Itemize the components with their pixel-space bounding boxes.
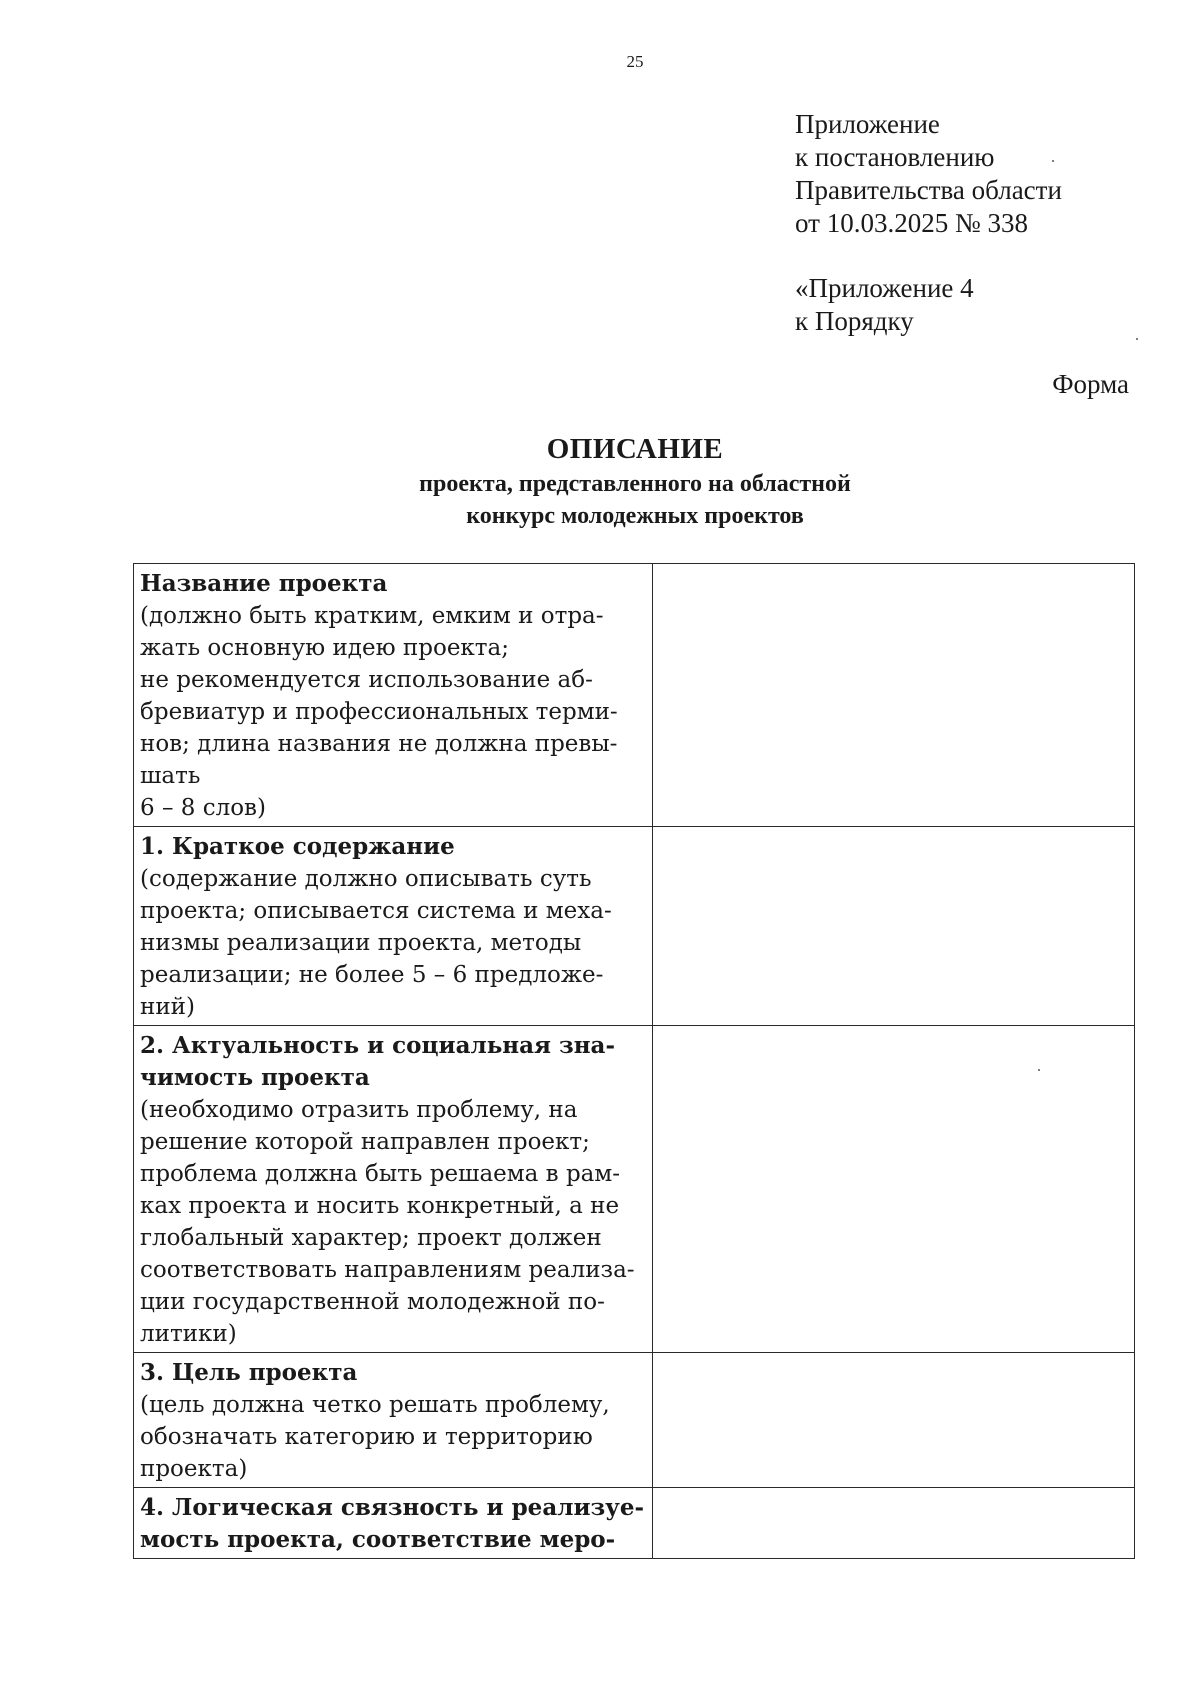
row-description-line: проекта): [140, 1456, 248, 1482]
row-description-line: шать: [140, 763, 201, 789]
row-label-cell: [134, 1353, 653, 1488]
appendix-line: от 10.03.2025 № 338: [795, 208, 1028, 238]
scan-speck: [1052, 160, 1054, 162]
table-row-summary: [134, 827, 1135, 1026]
row-description-line: низмы реализации проекта, методы: [140, 930, 582, 956]
row-description-line: проблема должна быть решаема в рам-: [140, 1161, 621, 1187]
row-description-line: не рекомендуется использование аб-: [140, 667, 593, 693]
row-title: Название проекта: [140, 570, 388, 597]
row-description-line: литики): [140, 1321, 237, 1347]
table-row-project-name: [134, 564, 1135, 827]
row-description-line: (содержание должно описывать суть: [140, 866, 592, 892]
row-description-line: проекта; описывается система и меха-: [140, 898, 612, 924]
table-row-relevance: [134, 1026, 1135, 1353]
row-label-cell: [134, 827, 653, 1026]
row-description-line: жать основную идею проекта;: [140, 635, 509, 661]
table-row-logical-coherence: [134, 1488, 1135, 1559]
row-description-line: бревиатур и профессиональных терми-: [140, 699, 618, 725]
row-value-cell[interactable]: [653, 827, 1135, 1026]
document-title-main: ОПИСАНИЕ: [546, 433, 724, 465]
row-title: мость проекта, соответствие меро-: [140, 1526, 616, 1553]
row-label-cell: [134, 1026, 653, 1353]
project-description-table: [133, 563, 1135, 1559]
row-description-line: ках проекта и носить конкретный, а не: [140, 1193, 620, 1219]
order-appendix-line: к Порядку: [795, 306, 914, 336]
row-description-line: соответствовать направлениям реализа-: [140, 1257, 635, 1283]
row-description-line: глобальный характер; проект должен: [140, 1225, 602, 1251]
row-label-cell: [134, 564, 653, 827]
row-label-cell: [134, 1488, 653, 1559]
order-appendix-reference: [795, 272, 974, 338]
appendix-reference: [795, 108, 1062, 240]
row-description-line: (необходимо отразить проблему, на: [140, 1097, 578, 1123]
row-description-line: реализации; не более 5 – 6 предложе-: [140, 962, 604, 988]
table-row-goal: [134, 1353, 1135, 1488]
appendix-line: к постановлению: [795, 142, 995, 172]
scan-speck: [1038, 1069, 1040, 1071]
row-title: 4. Логическая связность и реализуе-: [140, 1494, 645, 1521]
row-value-cell[interactable]: [653, 1353, 1135, 1488]
appendix-line: Правительства области: [795, 175, 1062, 205]
row-title: 2. Актуальность и социальная зна-: [140, 1032, 616, 1059]
row-description-line: обозначать категорию и территорию: [140, 1424, 593, 1450]
row-title: 3. Цель проекта: [140, 1359, 358, 1386]
row-description-line: (цель должна четко решать проблему,: [140, 1392, 610, 1418]
row-value-cell[interactable]: [653, 564, 1135, 827]
document-title: [330, 430, 940, 532]
form-label: Форма: [1052, 369, 1129, 399]
row-description-line: решение которой направлен проект;: [140, 1129, 590, 1155]
row-value-cell[interactable]: [653, 1026, 1135, 1353]
document-subtitle-line: конкурс молодежных проектов: [466, 503, 804, 529]
row-title: чимость проекта: [140, 1064, 370, 1091]
row-value-cell[interactable]: [653, 1488, 1135, 1559]
row-description-line: ции государственной молодежной по-: [140, 1289, 605, 1315]
row-description-line: ний): [140, 994, 195, 1020]
row-description-line: (должно быть кратким, емким и отра-: [140, 603, 604, 629]
scan-speck: [1136, 338, 1138, 340]
row-description-line: нов; длина названия не должна превы-: [140, 731, 618, 757]
row-description-line: 6 – 8 слов): [140, 795, 266, 821]
order-appendix-line: «Приложение 4: [795, 273, 974, 303]
document-subtitle-line: проекта, представленного на областной: [419, 471, 851, 497]
page-number: 25: [626, 52, 644, 71]
appendix-line: Приложение: [795, 109, 940, 139]
row-title: 1. Краткое содержание: [140, 833, 455, 860]
